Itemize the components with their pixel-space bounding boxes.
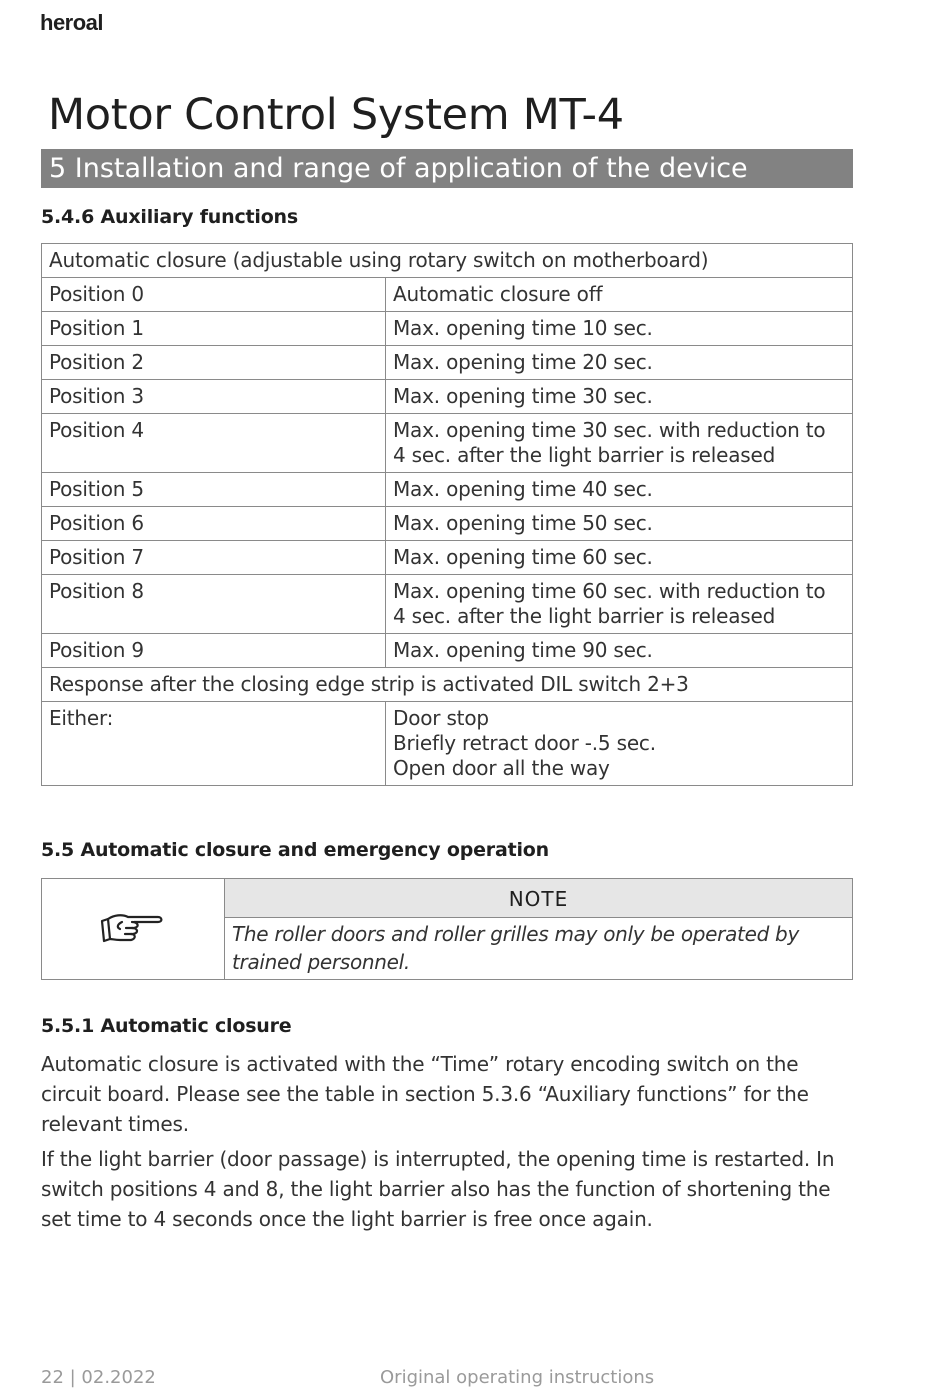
note-text: The roller doors and roller grilles may only be operated by trained personnel. <box>232 922 799 974</box>
footer-page-date: 22 | 02.2022 <box>41 1367 156 1388</box>
setting-cell <box>386 575 853 634</box>
setting-cell <box>386 346 853 380</box>
position-cell: Position 2 <box>42 346 386 380</box>
table-row <box>42 541 853 575</box>
section-heading-automatic-closure-emergency: 5.5 Automatic closure and emergency operation <box>41 839 549 861</box>
position-cell: Position 7 <box>42 541 386 575</box>
setting-line: Max. opening time 30 sec. <box>393 384 653 408</box>
pointing-hand-icon <box>98 909 168 949</box>
position-cell: Position 6 <box>42 507 386 541</box>
table-row <box>42 312 853 346</box>
either-options-cell <box>386 702 853 786</box>
setting-cell <box>386 414 853 473</box>
setting-line: 4 sec. after the light barrier is released <box>393 443 776 467</box>
table-row <box>42 575 853 634</box>
response-header-row <box>42 668 853 702</box>
note-content <box>225 879 852 979</box>
setting-cell <box>386 278 853 312</box>
paragraph-light-barrier: If the light barrier (door passage) is interrupted, the opening time is restarted. In switch positions 4 and 8, the light barrier also has the function of shortening the set time to 4 seconds once the light barrier is free once again. <box>41 1147 835 1231</box>
setting-cell <box>386 541 853 575</box>
setting-line: Max. opening time 60 sec. with reduction to <box>393 579 826 603</box>
section-heading-auxiliary-functions: 5.4.6 Auxiliary functions <box>41 206 298 228</box>
setting-line: Max. opening time 40 sec. <box>393 477 653 501</box>
table-body <box>42 244 853 786</box>
table-row <box>42 634 853 668</box>
table-row <box>42 278 853 312</box>
note-box <box>41 878 853 980</box>
setting-cell <box>386 312 853 346</box>
table-row <box>42 346 853 380</box>
position-cell: Position 0 <box>42 278 386 312</box>
setting-line: Max. opening time 10 sec. <box>393 316 653 340</box>
position-cell: Position 4 <box>42 414 386 473</box>
setting-line: Max. opening time 60 sec. <box>393 545 653 569</box>
either-option: Open door all the way <box>393 756 610 780</box>
position-cell: Position 3 <box>42 380 386 414</box>
position-cell: Position 1 <box>42 312 386 346</box>
position-cell: Position 9 <box>42 634 386 668</box>
note-icon-cell <box>42 879 225 979</box>
chapter-heading: 5 Installation and range of application of the device <box>41 149 853 188</box>
setting-line: Max. opening time 90 sec. <box>393 638 653 662</box>
section-heading-automatic-closure: 5.5.1 Automatic closure <box>41 1015 292 1037</box>
setting-line: Max. opening time 30 sec. with reduction to <box>393 418 826 442</box>
table-row <box>42 380 853 414</box>
table-header-cell: Automatic closure (adjustable using rotary switch on motherboard) <box>42 244 853 278</box>
setting-cell <box>386 507 853 541</box>
table-header-row <box>42 244 853 278</box>
response-header-cell: Response after the closing edge strip is activated DIL switch 2+3 <box>42 668 853 702</box>
position-cell: Position 8 <box>42 575 386 634</box>
either-row <box>42 702 853 786</box>
setting-cell <box>386 634 853 668</box>
brand-logo: heroal <box>40 10 104 35</box>
setting-line: Automatic closure off <box>393 282 603 306</box>
either-option: Door stop <box>393 706 489 730</box>
either-option: Briefly retract door -.5 sec. <box>393 731 656 755</box>
setting-line: Max. opening time 50 sec. <box>393 511 653 535</box>
note-title: NOTE <box>225 879 852 918</box>
table-row <box>42 507 853 541</box>
paragraph-automatic-closure-activation: Automatic closure is activated with the “Time” rotary encoding switch on the circuit board. Please see the table in section 5.3.6 “Auxiliary functions” for the relevant times. <box>41 1052 809 1136</box>
footer-document-type: Original operating instructions <box>380 1367 655 1388</box>
auxiliary-functions-table <box>41 243 853 786</box>
table-row <box>42 414 853 473</box>
setting-line: 4 sec. after the light barrier is released <box>393 604 776 628</box>
setting-cell <box>386 473 853 507</box>
table-row <box>42 473 853 507</box>
setting-cell <box>386 380 853 414</box>
position-cell: Position 5 <box>42 473 386 507</box>
setting-line: Max. opening time 20 sec. <box>393 350 653 374</box>
either-label-cell: Either: <box>42 702 386 786</box>
document-title: Motor Control System MT-4 <box>48 90 624 140</box>
